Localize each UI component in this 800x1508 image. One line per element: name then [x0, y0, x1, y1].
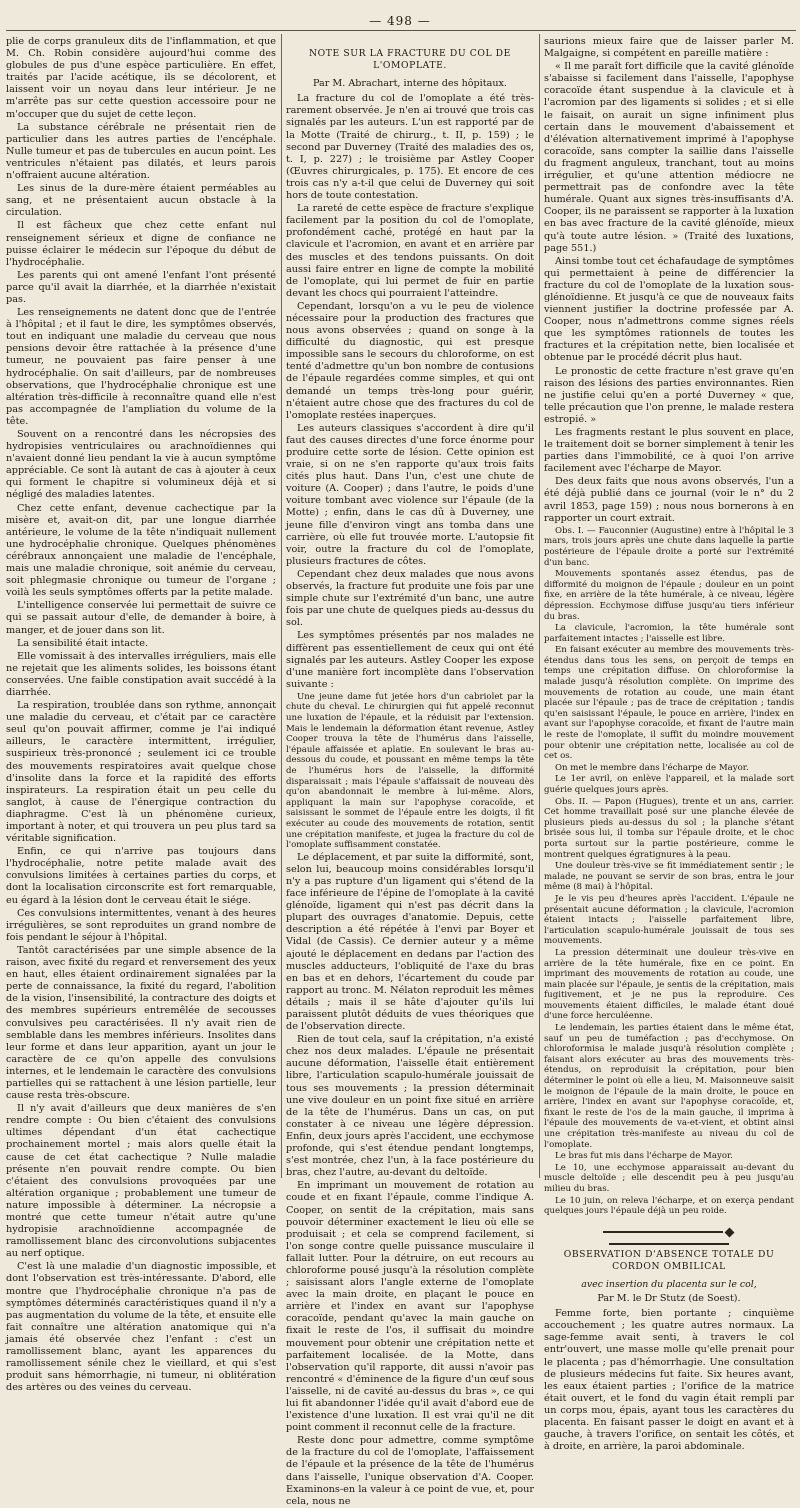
observation-paragraph: En faisant exécuter au membre des mouvements très-étendus dans tous les sens, on perçoit de temps en temps une crépitation diffuse. On chloroformise la malade jusqu'à résolution complète. On imprime des mouvements de rotation au coude, une main étant placée sur l'épaule ; pas de trace de crépitation ; tandis qu'en saisissant l'épaule, le pouce en arrière, l'index en avant sur l'apophyse coracoïde, et fixant de l'autre main le reste de l'omoplate, il suffit du moindre mouvement pour obtenir une crépitation nette, localisée au col de cet os.	[544, 645, 794, 762]
paragraph: Les fragments restant le plus souvent en place, le traitement doit se borner simplement à tenir les parties dans l'immobilité, ce à quoi l'on arrive facilement avec l'écharpe de Mayor.	[544, 427, 794, 475]
paragraph: La fracture du col de l'omoplate a été très-rarement observée. Je n'en ai trouvé que trois cas signalés par les auteurs. L'un est rapporté par de la Motte (Traité de chirurg., t. II, p. 159) ; le second par Duverney (Traité des maladies des os, t. I, p. 227) ; le troisième par Astley Cooper (Œuvres chirurgicales, p. 175). Et encore de ces trois cas n'y a-t-il que celui de Duverney qui soit hors de toute contestation.	[286, 93, 534, 202]
paragraph: Femme forte, bien portante ; cinquième accouchement ; les quatre autres normaux. La sage-femme avait senti, à travers le col entr'ouvert, une masse molle qu'elle prenait pour le placenta ; pas d'hémorrhagie. Une consultation de plusieurs médecins fut faite. Six heures avant, les eaux étaient parties ; l'orifice de la matrice était ouvert, et le fond du vagin était rempli par un corps mou, épais, ayant tous les caractères du placenta. En faisant passer le doigt en avant et à gauche, à travers l'orifice, on sentait les côtés, et à droite, en arrière, la paroi abdominale.	[544, 1308, 794, 1453]
paragraph: La sensibilité était intacte.	[17, 637, 149, 649]
observation-paragraph: Le lendemain, les parties étaient dans le même état, sauf un peu de tuméfaction ; pas d'ecchymose. On chloroformisa le malade jusqu'à résolution complète ; faisant alors exécuter au bras des mouvements très-étendus, on reproduisit la crépitation, pour bien déterminer le point où elle a lieu, M. Maisonneuve saisit le moignon de l'épaule de la main droite, le pouce en arrière, l'index en avant sur l'apophyse coracoïde, et, fixant le reste de l'os de la main gauche, il imprima à l'épaule des mouvements de va-et-vient, et obtint ainsi une crépitation très-manifeste au niveau du col de l'omoplate.	[544, 1023, 794, 1150]
paragraph: Les parents qui ont amené l'enfant l'ont présenté parce qu'il avait la diarrhée, et la diarrhée n'existait pas.	[6, 269, 276, 305]
paragraph: Les renseignements ne datent donc que de l'entrée à l'hôpital ; et il faut le dire, les symptômes observés, tout en indiquant une maladie du cerveau que nous pensions devoir être rattachée à la présence d'une tumeur, ne pouvaient pas faire penser à une hydrocéphalie. On sait d'ailleurs, par de nombreuses observations, que l'hydrocéphalie chronique est une altération très-difficile à reconnaître quand elle n'est pas accompagnée de l'ampliation du volume de la tête.	[6, 307, 276, 427]
paragraph: Cependant, lorsqu'on a vu le peu de violence nécessaire pour la production des fractures que nous avons observées ; quand on songe à la difficulté du diagnostic, qui est presque impossible sans le secours du chloroforme, on est tenté d'admettre qu'un bon nombre de contusions de l'épaule regardées comme simples, et qui ont demandé un temps très-long pour guérir, n'étaient autre chose que des fractures du col de l'omoplate restées inaperçues.	[286, 300, 534, 421]
paragraph: Chez cette enfant, devenue cachectique par la misère et, avait-on dit, par une longue diarrhée antérieure, le volume de la tête n'indiquait nullement une hydrocéphalie chronique. Quelques phénomènes cérébraux annonçaient une maladie de l'encéphale, mais une maladie chronique, soit anémie du cerveau, soit phlegmasie chronique ou tumeur de l'organe ; voilà les seuls symptômes offerts par la petite malade.	[6, 502, 276, 599]
paragraph: Les sinus de la dure-mère étaient perméables au sang, et ne présentaient aucun obstacle à la circulation.	[6, 183, 276, 219]
column-rule-right	[539, 34, 540, 1178]
paragraph: Cependant chez deux malades que nous avons observés, la fracture fut produite une fois par une simple chute sur l'extrémité d'un banc, une autre fois par une chute de quelques pieds au-dessus du sol.	[286, 568, 534, 629]
observation-paragraph: Le 10 juin, on releva l'écharpe, et on exerça pendant quelques jours l'épaule déjà un peu roide.	[544, 1195, 794, 1217]
paragraph: Les symptômes présentés par nos malades ne diffèrent pas essentiellement de ceux qui ont été signalés par les auteurs. Astley Cooper les expose d'une manière fort incomplète dans l'observation suivante :	[286, 630, 534, 690]
paragraph: Ainsi tombe tout cet échafaudage de symptômes qui permettaient à peine de différencier la fracture du col de l'omoplate de la luxation sous-glénoïdienne. Et jusqu'à ce que de nouveaux faits viennent justifier la doctrine professée par A. Cooper, nous n'admettrons comme signes réels que les symptômes rationnels de toutes les fractures et la crépitation nette, bien localisée et obtenue par le procédé décrit plus haut.	[544, 255, 794, 364]
observation-paragraph: Mouvements spontanés assez étendus, pas de difformité du moignon de l'épaule ; douleur en un point fixe, en arrière de la tête humérale, à ce niveau, légère dépression. Ecchymose diffuse jusqu'au tiers inférieur du bras.	[544, 569, 794, 622]
article-title: NOTE SUR LA FRACTURE DU COL DE L'OMOPLATE.	[309, 48, 511, 72]
column-right	[544, 36, 795, 1453]
paragraph: Rien de tout cela, sauf la crépitation, n'a existé chez nos deux malades. L'épaule ne présentait aucune déformation, l'aisselle était entièrement libre, l'articulation scapulo-humérale jouissait de tous ses mouvements ; la pression déterminait une vive douleur en un point fixe situé en arrière de la tête de l'humérus. Dans un cas, on put constater à ce niveau une légère dépression. Enfin, deux jours après l'accident, une ecchymose profonde, qui s'est étendue pendant longtemps, s'est montrée, chez l'un, à la face postérieure du bras, chez l'autre, au-devant du deltoïde.	[286, 1034, 534, 1179]
paragraph: Des deux faits que nous avons observés, l'un a été déjà publié dans ce journal (voir le n° du 2 avril 1853, page 159) ; nous nous bornerons à en rapporter un court extrait.	[544, 476, 794, 524]
article-byline: Par M. Abrachart, interne des hôpitaux.	[313, 78, 507, 90]
column-left	[6, 36, 276, 1394]
observation-paragraph: Une douleur très-vive se fit immédiatement sentir ; le malade, ne pouvant se servir de son bras, entra le jour même (8 mai) à l'hôpital.	[544, 861, 794, 893]
observation-paragraph: La pression déterminait une douleur très-vive en arrière de la tête humérale, fixe en ce point. En imprimant des mouvements de rotation au coude, une main placée sur l'épaule, je sentis de la crépitation, mais fugitivement, et je ne pus la reproduire. Ces mouvements étaient difficiles, le malade étant doué d'une force herculéenne.	[544, 947, 794, 1022]
article-title: OBSERVATION D'ABSENCE TOTALE DU CORDON OMBILICAL	[563, 1248, 775, 1272]
paragraph: Il est fâcheux que chez cette enfant nul renseignement sérieux et digne de confiance ne puisse éclairer le médecin sur l'époque du début de l'hydrocéphalie.	[6, 220, 276, 268]
paragraph: Le pronostic de cette fracture n'est grave qu'en raison des lésions des parties environnantes. Rien ne justifie celui qu'en a porté Duverney « que, telle précaution que l'on prenne, le malade restera estropié. »	[544, 365, 795, 425]
article-subtitle: avec insertion du placenta sur le col,	[581, 1278, 757, 1290]
paragraph: Ces convulsions intermittentes, venant à des heures irrégulières, se sont reproduites un grand nombre de fois pendant le séjour à l'hôpital.	[6, 907, 276, 943]
observation-paragraph: On met le membre dans l'écharpe de Mayor.	[555, 762, 749, 773]
paragraph: Les auteurs classiques s'accordent à dire qu'il faut des causes directes d'une force énorme pour produire cette sorte de lésion. Cette opinion est vraie, si on ne s'en rapporte qu'aux trois faits cités plus haut. Dans l'un, c'est une chute de voiture (A. Cooper) ; dans l'autre, le poids d'une voiture tombant avec violence sur l'épaule (de la Motte) ; enfin, dans le cas dû à Duverney, une jeune fille d'environ vingt ans tomba dans une carrière, où elle fut trouvée morte. L'autopsie fit voir, outre la fracture du col de l'omoplate, plusieurs fractures de côtes.	[286, 422, 534, 567]
paragraph: La rareté de cette espèce de fracture s'explique facilement par la position du col de l'omoplate, profondément caché, protégé en haut par la clavicule et l'acromion, en avant et en arrière par des muscles et des tendons puissants. On doit aussi faire entrer en ligne de compte la mobilité de l'omoplate, qui lui permet de fuir en partie devant les chocs qui pourraient l'atteindre.	[286, 203, 534, 299]
paragraph: La respiration, troublée dans son rythme, annonçait une maladie du cerveau, et c'était par ce caractère seul qu'on pouvait affirmer, comme je l'ai indiqué ailleurs, le caractère intermittent, irrégulier, suspirieux très-prononcé ; seulement ici ce trouble des mouvements respiratoires avait quelque chose d'insolite dans la force et la rapidité des efforts inspirateurs. La respiration était un peu celle du sanglot, à cause de l'énergique contraction du diaphragme. C'est là un phénomène curieux, important à noter, et qui trouvera un peu plus tard sa véritable signification.	[6, 700, 276, 845]
paragraph: La substance cérébrale ne présentait rien de particulier dans les autres parties de l'encéphale. Nulle tumeur et pas de tubercules en aucun point. Les ventricules n'étaient pas dilatés, et leurs parois n'offraient aucune altération.	[6, 121, 276, 182]
paragraph: Il n'y avait d'ailleurs que deux manières de s'en rendre compte : Ou bien c'étaient des convulsions ultimes dépendant d'un état cachectique prochainement mortel ; mais alors quelle était la cause de cet état cachectique ? Nulle maladie présente n'en pouvait rendre compte. Ou bien c'étaient des convulsions provoquées par une altération organique ; probablement une tumeur de nature impossible à déterminer. La nécropsie a montré que cette tumeur n'était autre qu'une hydropisie arachnoïdienne accompagnée de ramollissement blanc des circonvolutions subjacentes au nerf optique.	[6, 1103, 276, 1260]
observation-paragraph: Obs. II. — Papon (Hugues), trente et un ans, carrier. Cet homme travaillait posé sur une planche élevée de plusieurs pieds au-dessus du sol ; la planche s'étant brisée sous lui, il tomba sur l'épaule droite, et le choc porta surtout sur la partie postérieure, comme le montrent quelques égratignures à la peau.	[544, 796, 794, 860]
observation-paragraph: Le 1er avril, on enlève l'appareil, et la malade sort guérie quelques jours après.	[544, 774, 794, 795]
paragraph: saurions mieux faire que de laisser parler M. Malgaigne, si compétent en pareille matière :	[544, 36, 794, 60]
observation-paragraph: Le 10, une ecchymose apparaissait au-devant du muscle deltoïde ; elle descendit peu à peu jusqu'au milieu du bras.	[544, 1162, 794, 1194]
column-rule-left	[281, 34, 282, 1178]
paragraph: Le déplacement, et par suite la difformité, sont, selon lui, beaucoup moins considérables lorsqu'il n'y a pas rupture d'un ligament qui s'étend de la face inférieure de l'épine de l'omoplate à la cavité glénoïde, ligament qui n'est pas décrit dans la plupart des ouvrages d'anatomie. Depuis, cette description a été répétée à l'envi par Boyer et Vidal (de Cassis). Ce dernier auteur y a même ajouté le déplacement en dedans par l'action des muscles adducteurs, l'obliquité de l'axe du bras en bas et en dehors, l'écartement du coude par rapport au tronc. M. Nélaton reproduit les mêmes détails ; mais il se hâte d'ajouter qu'ils lui paraissent plutôt déduits de vues théoriques que de l'observation directe.	[286, 851, 534, 1033]
paragraph: Souvent on a rencontré dans les nécropsies des hydropisies ventriculaires ou arachnoïdiennes qui n'avaient donné lieu pendant la vie à aucun symptôme appréciable. Ce sont là autant de cas à ajouter à ceux qui forment le chapitre si volumineux déjà et si négligé des maladies latentes.	[6, 429, 276, 501]
article-byline: Par M. le Dr Stutz (de Soest).	[597, 1293, 741, 1305]
paragraph: Enfin, ce qui n'arrive pas toujours dans l'hydrocéphalie, notre petite malade avait des convulsions limitées à certaines parties du corps, et dont la localisation circonscrite est fort remarquable, eu égard à la lésion dont le cerveau était le siége.	[6, 846, 276, 906]
column-middle	[286, 36, 535, 1507]
page-number: — 498 —	[369, 14, 431, 28]
paragraph: Elle vomissait à des intervalles irréguliers, mais elle ne rejetait que les aliments solides, les boissons étant conservées. Une faible constipation avait succédé à la diarrhée.	[6, 650, 276, 698]
quoted-observation: Une jeune dame fut jetée hors d'un cabriolet par la chute du cheval. Le chirurgien qui fut appelé reconnut une luxation de l'épaule, et la réduisit par l'extension. Mais le lendemain la déformation étant revenue, Astley Cooper trouva la tête de l'humérus dans l'aisselle, l'épaule affaissée et aplatie. En soulevant le bras au-dessous du coude, et poussant en même temps la tête de l'humérus hors de l'aisselle, la difformité disparaissait ; mais l'épaule s'affaissait de nouveau dès qu'on abandonnait le membre à lui-même. Alors, appliquant la main sur l'apophyse coracoïde, et saisissant le sommet de l'épaule entre les doigts, il fit exécuter au coude des mouvements de rotation, sentit une crépitation manifeste, et jugea la fracture du col de l'omoplate suffisamment constatée.	[286, 691, 534, 851]
observation-paragraph: La clavicule, l'acromion, la tête humérale sont parfaitement intactes ; l'aisselle est libre.	[544, 623, 794, 644]
paragraph: Tantôt caractérisées par une simple absence de la raison, avec fixité du regard et renversement des yeux en haut, elles étaient ordinairement signalées par la perte de connaissance, la fixité du regard, l'abolition de la vision, l'insensibilité, la contracture des doigts et des membres supérieurs entremêlée de secousses convulsives peu caractérisées. Il n'y avait rien de semblable dans les membres inférieurs. Insolites dans leur forme et dans leur apparition, ayant un jour le caractère de ce qu'on appelle des convulsions internes, et le lendemain le caractère des convulsions partielles qui se rattachent à une lésion partielle, leur cause resta très-obscure.	[6, 944, 276, 1102]
observation-paragraph: Le bras fut mis dans l'écharpe de Mayor.	[555, 1151, 733, 1162]
paragraph: plie de corps granuleux dits de l'inflammation, et que M. Ch. Robin considère aujourd'hui comme des globules de pus d'une espèce particulière. En effet, traités par l'acide acétique, ils se décolorent, et laissent voir un noyau dans leur intérieur. Je ne m'arrête pas sur cette question accessoire pour ne m'occuper que du sujet de cette leçon.	[6, 36, 276, 120]
paragraph: L'intelligence conservée lui permettait de suivre ce qui se passait autour d'elle, de demander à boire, à manger, et de jouer dans son lit.	[6, 600, 276, 636]
section-divider	[544, 1227, 794, 1237]
quoted-passage: « Il me paraît fort difficile que la cavité glénoïde s'abaisse si facilement dans l'aisselle, l'apophyse coracoïde étant suspendue à la clavicule et à l'acromion par des ligaments si solides ; et si elle le faisait, on aurait un signe infiniment plus certain dans le mouvement d'abaissement et d'élévation alternativement imprimé à l'apophyse coracoïde, sans compter la saillie dans l'aisselle du fragment anguleux, tranchant, tout au moins irrégulier, et qu'une attention médiocre ne permettrait pas de confondre avec la tête humérale. Quant aux signes très-insuffisants d'A. Cooper, ils ne paraissent se rapporter à la luxation en bas avec fracture de la cavité glénoïde, mieux qu'à toute autre lésion. » (Traité des luxations, page 551.)	[544, 61, 794, 254]
observation-paragraph: Je le vis peu d'heures après l'accident. L'épaule ne présentait aucune déformation ; la clavicule, l'acromion étaient intacts ; l'aisselle parfaitement libre, l'articulation scapulo-humérale jouissait de tous ses mouvements.	[544, 893, 794, 947]
paragraph: C'est là une maladie d'un diagnostic impossible, et dont l'observation est très-intéressante. D'abord, elle montre que l'hydrocéphalie chronique n'a pas de symptômes déterminés caractéristiques quand il n'y a pas augmentation du volume de la tête, et ensuite elle fait connaître une altération anatomique qui n'a jamais été observée chez l'enfant : c'est un ramollissement blanc, ayant les apparences du ramollissement sénile chez le vieillard, et qui s'est produit sans hémorrhagie, ni tumeur, ni oblitération des artères ou des veines du cerveau.	[6, 1261, 276, 1394]
observation-paragraph: Obs. I. — Fauconnier (Augustine) entre à l'hôpital le 3 mars, trois jours après une chute dans laquelle la partie postérieure de l'épaule droite a porté sur l'extrémité d'un banc.	[544, 525, 794, 568]
paragraph: En imprimant un mouvement de rotation au coude et en fixant l'épaule, comme l'indique A. Cooper, on sentit de la crépitation, mais sans pouvoir déterminer exactement le lieu où elle se produisait ; et cela se comprend facilement, si l'on songe contre quelle puissance musculaire il fallait lutter. Pour la détruire, on eut recours au chloroforme pousé jusqu'à la résolution complète ; saisissant alors l'angle externe de l'omoplate avec la main droite, en plaçant le pouce en arrière et l'index en avant sur l'apophyse coracoïde, pendant qu'avec la main gauche on fixait le reste de l'os, il suffisait du moindre mouvement pour obtenir une crépitation nette et parfaitement localisée. de la Motte, dans l'observation qu'il rapporte, dit aussi n'avoir pas rencontré « d'éminence de la figure d'un œuf sous l'aisselle, ni de cavité au-dessus du bras », ce qui lui fit abandonner l'idée qu'il avait d'abord eue de l'existence d'une luxation. Il est vrai qu'il ne dit point comment il reconnut celle de la fracture.	[286, 1180, 535, 1434]
paragraph: Reste donc pour admettre, comme symptôme de la fracture du col de l'omoplate, l'affaissement de l'épaule et la présence de la tête de l'humérus dans l'aisselle, l'unique observation d'A. Cooper. Examinons-en la valeur à ce point de vue, et, pour cela, nous ne	[286, 1435, 534, 1507]
header-rule	[6, 30, 796, 31]
